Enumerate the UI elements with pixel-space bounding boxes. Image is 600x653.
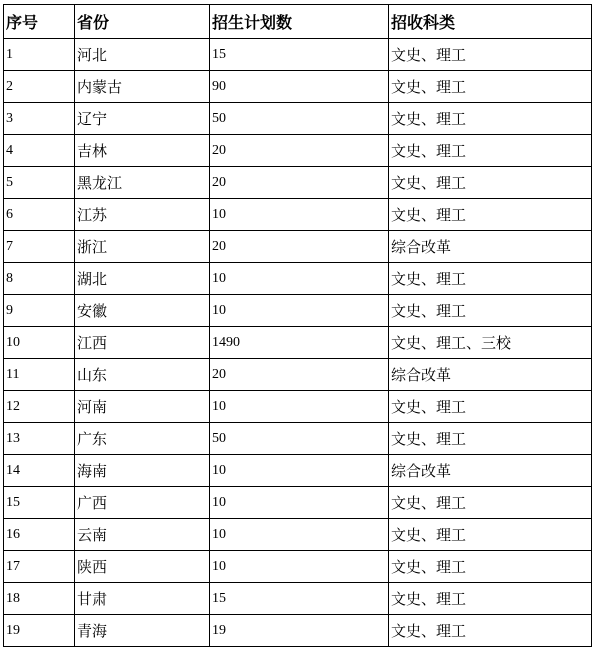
cell-index: 8	[4, 263, 75, 295]
table-row	[4, 455, 592, 487]
cell-category: 文史、理工	[389, 423, 592, 455]
cell-category: 文史、理工	[389, 583, 592, 615]
cell-plan: 10	[210, 295, 389, 327]
cell-province: 云南	[75, 519, 210, 551]
cell-category: 综合改革	[389, 455, 592, 487]
cell-province: 山东	[75, 359, 210, 391]
cell-plan: 1490	[210, 327, 389, 359]
table-row	[4, 103, 592, 135]
table-row	[4, 135, 592, 167]
cell-category: 文史、理工	[389, 199, 592, 231]
cell-province: 江西	[75, 327, 210, 359]
cell-index: 7	[4, 231, 75, 263]
cell-province: 河北	[75, 39, 210, 71]
cell-province: 江苏	[75, 199, 210, 231]
cell-province: 海南	[75, 455, 210, 487]
table-row	[4, 263, 592, 295]
cell-province: 青海	[75, 615, 210, 647]
header-index: 序号	[4, 5, 75, 39]
cell-plan: 50	[210, 423, 389, 455]
cell-province: 广东	[75, 423, 210, 455]
table-row	[4, 231, 592, 263]
table-row	[4, 295, 592, 327]
cell-category: 文史、理工	[389, 103, 592, 135]
cell-province: 湖北	[75, 263, 210, 295]
cell-plan: 10	[210, 263, 389, 295]
table-row	[4, 167, 592, 199]
cell-plan: 10	[210, 551, 389, 583]
cell-plan: 10	[210, 391, 389, 423]
cell-index: 19	[4, 615, 75, 647]
table-row	[4, 583, 592, 615]
cell-index: 16	[4, 519, 75, 551]
cell-plan: 10	[210, 487, 389, 519]
cell-category: 综合改革	[389, 231, 592, 263]
cell-category: 文史、理工	[389, 519, 592, 551]
cell-category: 文史、理工	[389, 167, 592, 199]
table-row	[4, 423, 592, 455]
cell-province: 吉林	[75, 135, 210, 167]
cell-province: 甘肃	[75, 583, 210, 615]
cell-plan: 20	[210, 231, 389, 263]
cell-category: 文史、理工	[389, 391, 592, 423]
cell-plan: 20	[210, 135, 389, 167]
enrollment-plan-table	[3, 4, 592, 647]
cell-province: 辽宁	[75, 103, 210, 135]
cell-index: 17	[4, 551, 75, 583]
cell-index: 9	[4, 295, 75, 327]
cell-category: 文史、理工	[389, 39, 592, 71]
cell-category: 文史、理工	[389, 615, 592, 647]
cell-plan: 50	[210, 103, 389, 135]
cell-index: 6	[4, 199, 75, 231]
cell-province: 广西	[75, 487, 210, 519]
cell-index: 4	[4, 135, 75, 167]
cell-category: 文史、理工	[389, 295, 592, 327]
header-plan: 招生计划数	[210, 5, 389, 39]
cell-category: 综合改革	[389, 359, 592, 391]
cell-plan: 10	[210, 199, 389, 231]
cell-index: 11	[4, 359, 75, 391]
cell-category: 文史、理工	[389, 71, 592, 103]
cell-category: 文史、理工、三校	[389, 327, 592, 359]
table-header-row	[4, 5, 592, 39]
cell-index: 12	[4, 391, 75, 423]
cell-province: 浙江	[75, 231, 210, 263]
table-row	[4, 359, 592, 391]
table-body	[4, 39, 592, 647]
cell-index: 18	[4, 583, 75, 615]
cell-index: 1	[4, 39, 75, 71]
table-row	[4, 487, 592, 519]
cell-index: 14	[4, 455, 75, 487]
cell-plan: 10	[210, 455, 389, 487]
cell-plan: 90	[210, 71, 389, 103]
cell-plan: 19	[210, 615, 389, 647]
cell-province: 陕西	[75, 551, 210, 583]
table-row	[4, 39, 592, 71]
cell-index: 15	[4, 487, 75, 519]
header-province: 省份	[75, 5, 210, 39]
cell-plan: 15	[210, 39, 389, 71]
table-row	[4, 199, 592, 231]
table-row	[4, 615, 592, 647]
cell-province: 河南	[75, 391, 210, 423]
table-row	[4, 519, 592, 551]
cell-plan: 15	[210, 583, 389, 615]
cell-province: 内蒙古	[75, 71, 210, 103]
cell-plan: 20	[210, 359, 389, 391]
table-row	[4, 327, 592, 359]
table-row	[4, 551, 592, 583]
cell-category: 文史、理工	[389, 135, 592, 167]
table-row	[4, 71, 592, 103]
cell-category: 文史、理工	[389, 551, 592, 583]
cell-index: 10	[4, 327, 75, 359]
cell-index: 13	[4, 423, 75, 455]
header-category: 招收科类	[389, 5, 592, 39]
cell-index: 5	[4, 167, 75, 199]
cell-index: 3	[4, 103, 75, 135]
cell-province: 安徽	[75, 295, 210, 327]
cell-category: 文史、理工	[389, 263, 592, 295]
cell-plan: 20	[210, 167, 389, 199]
cell-plan: 10	[210, 519, 389, 551]
cell-province: 黑龙江	[75, 167, 210, 199]
cell-index: 2	[4, 71, 75, 103]
table-row	[4, 391, 592, 423]
cell-category: 文史、理工	[389, 487, 592, 519]
